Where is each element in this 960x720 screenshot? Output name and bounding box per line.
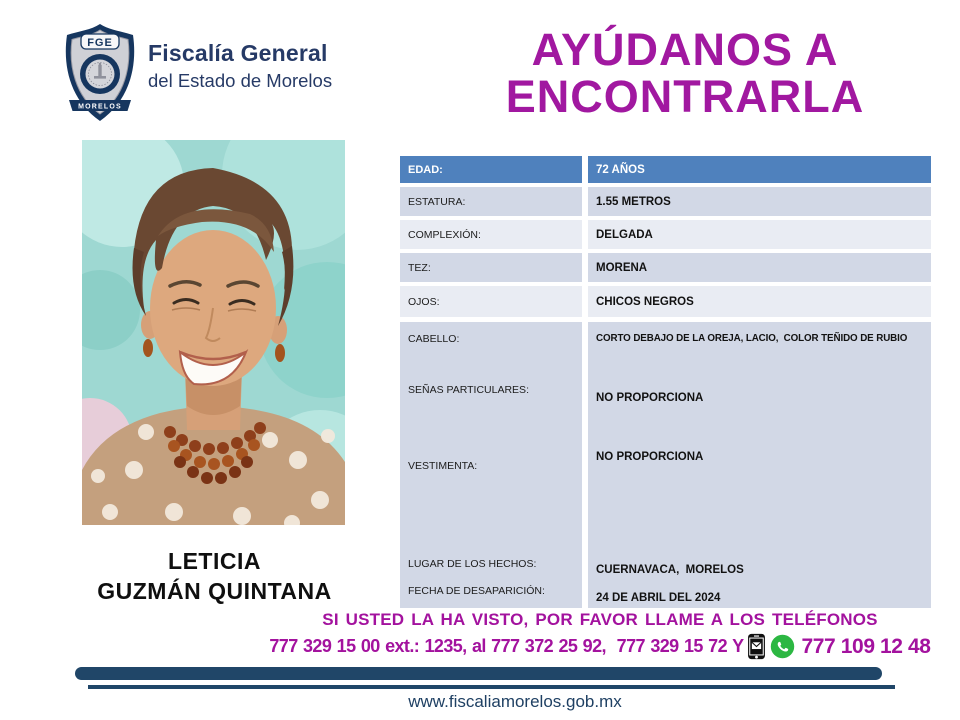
row-value-senas: NO PROPORCIONA: [596, 392, 704, 404]
row-label-senas: SEÑAS PARTICULARES:: [408, 384, 529, 396]
person-photo: [82, 140, 345, 525]
row-label: EDAD:: [400, 156, 582, 183]
row-value: DELGADA: [588, 220, 931, 249]
row-label-fecha: FECHA DE DESAPARICIÓN:: [408, 585, 545, 597]
row-label-vestimenta: VESTIMENTA:: [408, 460, 478, 472]
fge-badge-logo: [55, 22, 145, 124]
person-name: [57, 546, 372, 606]
table-row-estatura: [400, 187, 931, 216]
table-row-complexion: [400, 220, 931, 249]
row-label: ESTATURA:: [400, 187, 582, 216]
table-row-ojos: [400, 286, 931, 318]
badge-state-text: MORELOS: [78, 103, 122, 111]
website-link-wrap: [70, 692, 960, 712]
agency-name-line2: del Estado de Morelos: [148, 70, 333, 91]
agency-name: [148, 40, 332, 92]
table-row-extended: [400, 322, 931, 608]
row-value-lugar: CUERNAVACA, MORELOS: [596, 564, 744, 576]
contact-block: [240, 610, 960, 660]
person-name-line1: LETICIA: [168, 548, 261, 574]
row-label: COMPLEXIÓN:: [400, 220, 582, 249]
poster-title-line2: ENCONTRARLA: [505, 71, 865, 122]
badge-acronym-text: FGE: [87, 37, 113, 49]
whatsapp-phone-number: 777 109 12 48: [801, 634, 931, 658]
shield-badge-icon: [55, 22, 145, 124]
row-label-lugar: LUGAR DE LOS HECHOS:: [408, 558, 537, 570]
row-value: MORENA: [588, 253, 931, 282]
person-name-line2: GUZMÁN QUINTANA: [97, 578, 332, 604]
row-value: CHICOS NEGROS: [588, 286, 931, 317]
row-value-cabello: CORTO DEBAJO DE LA OREJA, LACIO, COLOR TEÑIDO DE RUBIO: [596, 333, 908, 344]
details-table: [400, 156, 931, 608]
poster-title: [425, 26, 945, 120]
row-value: 72 AÑOS: [588, 156, 931, 183]
footer-bar: [75, 667, 882, 680]
contact-phones: [240, 633, 960, 660]
poster-title-line1: AYÚDANOS A: [531, 24, 839, 75]
row-value-fecha: 24 DE ABRIL DEL 2024: [596, 592, 721, 604]
contact-call-to-action: SI USTED LA HA VISTO, POR FAVOR LLAME A LOS TELÉFONOS: [322, 610, 878, 629]
website-link[interactable]: www.fiscaliamorelos.gob.mx: [408, 692, 622, 711]
whatsapp-icon: [770, 634, 795, 659]
table-row-tez: [400, 253, 931, 282]
portrait-illustration: [82, 140, 345, 525]
row-label: OJOS:: [400, 286, 582, 317]
row-label-cabello: CABELLO:: [408, 333, 460, 345]
contact-phone-numbers: 777 329 15 00 ext.: 1235, al 777 372 25 92, 777 329 15 72 Y: [269, 636, 744, 656]
footer-divider: [88, 685, 895, 689]
row-value: 1.55 METROS: [588, 187, 931, 216]
row-value-vestimenta: NO PROPORCIONA: [596, 451, 704, 463]
mobile-sms-icon: [747, 633, 766, 660]
agency-name-line1: Fiscalía General: [148, 40, 328, 66]
table-row-edad: [400, 156, 931, 183]
row-label: TEZ:: [400, 253, 582, 282]
